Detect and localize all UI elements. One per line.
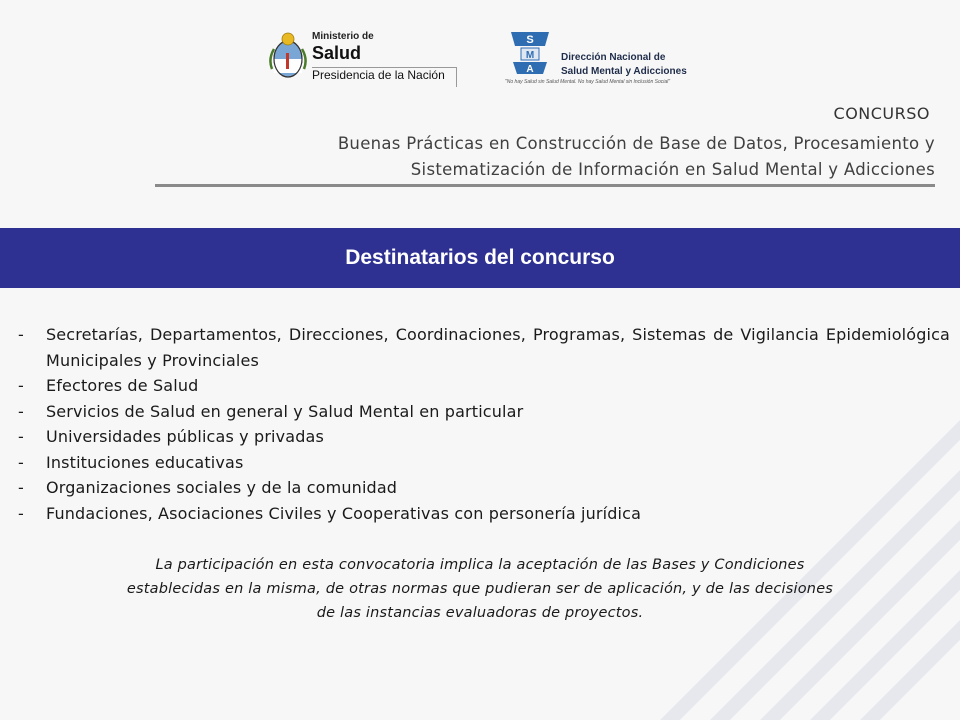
list-item (18, 475, 950, 501)
note-line2: establecidas en la misma, de otras normas que pudieran ser de aplicación, y de las decisiones (126, 581, 834, 597)
list-item-text: Secretarías, Departamentos, Direcciones, Coordinaciones, Programas, Sistemas de Vigilancia Epidemiológica Municipales y Provinciales (46, 325, 950, 370)
note-line3: de las instancias evaluadoras de proyectos. (316, 605, 644, 621)
list-item-text: Organizaciones sociales y de la comunidad (46, 478, 398, 497)
list-item (18, 501, 950, 527)
sma-letter-s: S (526, 34, 534, 46)
note-line1: La participación en esta convocatoria implica la aceptación de las Bases y Condiciones (155, 557, 805, 573)
sma-letter-m: M (525, 50, 535, 61)
contest-title-line2: Sistematización de Información en Salud Mental y Adicciones (410, 160, 935, 179)
list-bullet: - (18, 452, 24, 472)
salud-text: Salud (312, 43, 362, 63)
dnsma-name-line1: Dirección Nacional de (561, 52, 666, 63)
list-bullet: - (18, 478, 24, 497)
contest-title-line1: Buenas Prácticas en Construcción de Base de Datos, Procesamiento y (337, 134, 935, 153)
list-bullet: - (18, 427, 24, 446)
sma-letter-a: A (526, 64, 534, 75)
presidencia-text: Presidencia de la Nación (312, 68, 445, 82)
list-bullet: - (18, 401, 24, 421)
list-item-text: Fundaciones, Asociaciones Civiles y Cooperativas con personería jurídica (46, 503, 642, 523)
list-item (18, 424, 950, 450)
list-item-text: Instituciones educativas (46, 452, 244, 472)
header-divider (155, 184, 935, 187)
list-item (18, 399, 950, 425)
ministerio-salud-logo (268, 27, 458, 87)
list-item-text: Universidades públicas y privadas (46, 427, 324, 446)
list-item-text: Efectores de Salud (46, 376, 199, 395)
recipients-list (18, 322, 950, 526)
dnsma-name-line2: Salud Mental y Adicciones (561, 66, 687, 77)
argentina-coat-of-arms-icon (268, 29, 308, 85)
list-item (18, 373, 950, 399)
concurso-label: CONCURSO (833, 104, 930, 123)
dnsma-logo (505, 28, 705, 90)
dnsma-tagline: "No hay Salud sin Salud Mental. No hay Salud Mental sin Inclusión Social" (505, 79, 671, 85)
list-item (18, 322, 950, 373)
list-bullet: - (18, 325, 24, 344)
ministerio-text: Ministerio de (312, 31, 374, 42)
list-item-text: Servicios de Salud en general y Salud Mental en particular (46, 401, 524, 421)
section-banner (0, 228, 960, 288)
participation-note (30, 553, 930, 625)
list-bullet: - (18, 376, 24, 395)
contest-title (195, 131, 935, 183)
sma-mark-icon (505, 28, 555, 76)
list-item (18, 450, 950, 476)
list-bullet: - (18, 503, 24, 523)
section-title: Destinatarios del concurso (345, 246, 615, 269)
